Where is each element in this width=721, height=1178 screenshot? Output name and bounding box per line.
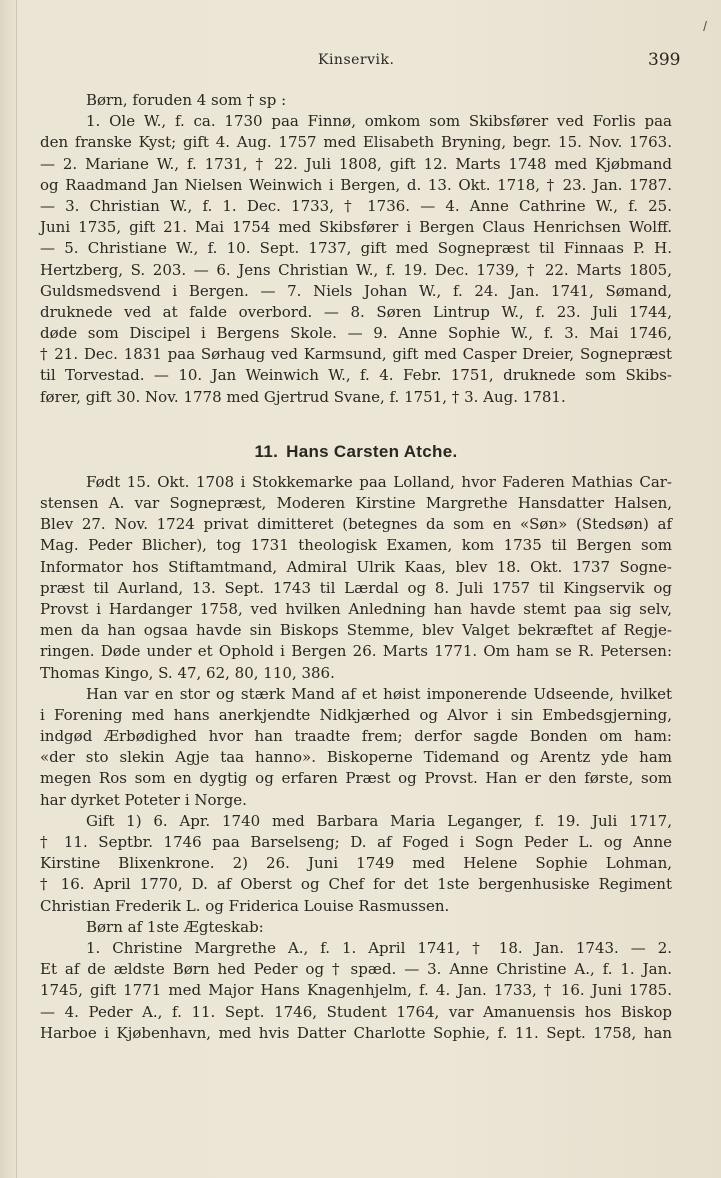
text-line: druknede ved at falde overbord. — 8. Søren Lintrup W., f. 23. Juli 1744, [40, 302, 672, 321]
text-line: Hertzberg, S. 203. — 6. Jens Christian W., f. 19. Dec. 1739, † 22. Marts 1805, [40, 260, 672, 279]
text-line: Guldsmedsvend i Bergen. — 7. Niels Johan W., f. 24. Jan. 1741, Sømand, [40, 281, 672, 300]
text-line: — 2. Mariane W., f. 1731, † 22. Juli 1808, gift 12. Marts 1748 med Kjøbmand [40, 154, 672, 173]
text-line: og Raadmand Jan Nielsen Weinwich i Bergen, d. 13. Okt. 1718, † 23. Jan. 1787. [40, 175, 672, 194]
text-line: præst til Aurland, 13. Sept. 1743 til Lærdal og 8. Juli 1757 til Kingservik og [40, 578, 672, 597]
text-line: Han var en stor og stærk Mand af et høist imponerende Udseende, hvilket [86, 684, 672, 703]
text-line: Børn, foruden 4 som † sp : [86, 91, 287, 109]
text-line: † 16. April 1770, D. af Oberst og Chef for det 1ste bergenhusiske Regiment [40, 875, 672, 894]
text-line: fører, gift 30. Nov. 1778 med Gjertrud Svane, f. 1751, † 3. Aug. 1781. [40, 387, 566, 406]
text-line: Gift 1) 6. Apr. 1740 med Barbara Maria Leganger, f. 19. Juli 1717, [86, 811, 672, 830]
text-line: — 5. Christiane W., f. 10. Sept. 1737, gift med Sognepræst til Finnaas P. H. [40, 239, 672, 258]
section-spacer [40, 408, 672, 434]
text-line: † 11. Septbr. 1746 paa Barselseng; D. af Foged i Sogn Peder L. og Anne [40, 833, 672, 851]
text-line: Harboe i Kjøbenhavn, med hvis Datter Charlotte Sophie, f. 11. Sept. 1758, han [40, 1023, 672, 1042]
text-line: 1745, gift 1771 med Major Hans Knagenhjelm, f. 4. Jan. 1733, † 16. Juni 1785. [40, 981, 672, 1000]
text-line: ringen. Døde under et Ophold i Bergen 26. Marts 1771. Om ham se R. Petersen: [40, 642, 672, 661]
section-title: Hans Carsten Atche. [286, 441, 458, 461]
text-line: Født 15. Okt. 1708 i Stokkemarke paa Lolland, hvor Faderen Mathias Car- [86, 472, 672, 491]
text-line: til Torvestad. — 10. Jan Weinwich W., f. 4. Febr. 1751, druknede som Skibs- [40, 366, 672, 385]
section-number: 11. [254, 441, 279, 461]
text-line: «der sto slekin Agje taa hanno». Biskoperne Tidemand og Arentz yde ham [40, 748, 672, 767]
running-title: Kinservik. [318, 52, 395, 68]
text-line: — 4. Peder A., f. 11. Sept. 1746, Student 1764, var Amanuensis hos Biskop [40, 1002, 672, 1021]
text-line: Kirstine Blixenkrone. 2) 26. Juni 1749 med Helene Sophie Lohman, [40, 854, 672, 873]
text-line: Thomas Kingo, S. 47, 62, 80, 110, 386. [40, 663, 335, 682]
text-line: Mag. Peder Blicher), tog 1731 theologisk Examen, kom 1735 til Bergen som [40, 536, 672, 555]
text-line: indgød Ærbødighed hvor han traadte frem; derfor sagde Bonden om ham: [40, 727, 672, 746]
text-line: Provst i Hardanger 1758, ved hvilken Anledning han havde stemt paa sig selv, [40, 599, 672, 618]
text-line: men da han ogsaa havde sin Biskops Stemme, blev Valget bekræftet af Regje- [40, 621, 672, 640]
section-heading [40, 434, 672, 470]
running-head [0, 52, 721, 72]
text-line: † 21. Dec. 1831 paa Sørhaug ved Karmsund, gift med Casper Dreier, Sognepræst [40, 345, 672, 364]
text-line: Børn af 1ste Ægteskab: [86, 917, 264, 936]
text-line: den franske Kyst; gift 4. Aug. 1757 med Elisabeth Bryning, begr. 15. Nov. 1763. [40, 133, 672, 152]
text-line: Juni 1735, gift 21. Mai 1754 med Skibsfører i Bergen Claus Henrichsen Wolff. [40, 218, 672, 237]
body-text [40, 90, 672, 1044]
page-gutter [16, 0, 17, 1178]
page-number: 399 [648, 50, 681, 70]
text-line: Blev 27. Nov. 1724 privat dimitteret (betegnes da som en «Søn» (Stedsøn) af [40, 515, 672, 534]
text-line: Christian Frederik L. og Friderica Louise Rasmussen. [40, 896, 450, 915]
text-line: 1. Christine Margrethe A., f. 1. April 1741, † 18. Jan. 1743. — 2. [86, 938, 672, 957]
text-line: har dyrket Poteter i Norge. [40, 790, 247, 809]
text-line: Et af de ældste Børn hed Peder og † spæd. — 3. Anne Christine A., f. 1. Jan. [40, 960, 672, 979]
text-line: — 3. Christian W., f. 1. Dec. 1733, † 1736. — 4. Anne Cathrine W., f. 25. [40, 196, 672, 215]
text-line: 1. Ole W., f. ca. 1730 paa Finnø, omkom som Skibsfører ved Forlis paa [86, 112, 672, 131]
text-line: stensen A. var Sognepræst, Moderen Kirstine Margrethe Hansdatter Halsen, [40, 494, 672, 512]
text-line: i Forening med hans anerkjendte Nidkjærhed og Alvor i sin Embedsgjerning, [40, 705, 672, 724]
text-line: døde som Discipel i Bergens Skole. — 9. Anne Sophie W., f. 3. Mai 1746, [40, 324, 672, 343]
corner-mark: / [703, 18, 707, 34]
text-line: megen Ros som en dygtig og erfaren Præst og Provst. Han er den første, som [40, 769, 672, 788]
text-line: Informator hos Stiftamtmand, Admiral Ulrik Kaas, blev 18. Okt. 1737 Sogne- [40, 557, 672, 576]
